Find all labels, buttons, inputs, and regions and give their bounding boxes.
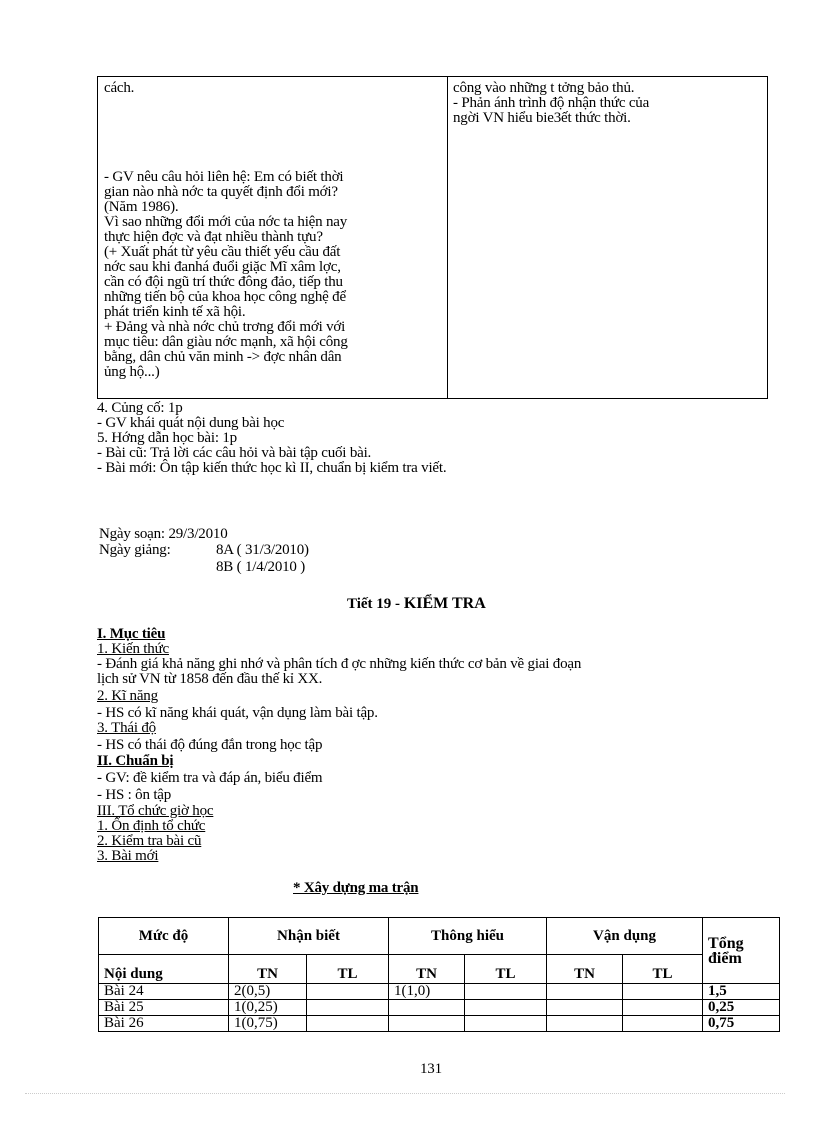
cell-text-line: (+ Xuất phát từ yêu cầu thiết yếu cầu đất	[104, 244, 341, 260]
tn-header: TN	[229, 955, 307, 984]
cell-text-line: bằng, dân chủ văn minh -> đợc nhân dân	[104, 349, 342, 365]
organization-heading: III. Tổ chức giờ học	[97, 803, 214, 819]
consolidation-line: 5. Hớng dẫn học bài: 1p	[97, 430, 237, 446]
cell-text-line: cần có đội ngũ trí thức đông đảo, tiếp thu	[104, 274, 343, 290]
cell-vd-tl	[623, 984, 703, 1000]
teach-date-8b: 8B ( 1/4/2010 )	[216, 559, 306, 575]
preparation-hs: - HS : ôn tập	[97, 787, 172, 803]
cell-total: 0,75	[703, 1016, 780, 1032]
cell-vd-tn	[547, 1016, 623, 1032]
knowledge-cell	[453, 81, 761, 126]
cell-text-line: thực hiện đợc và đạt nhiều thành tựu?	[104, 229, 323, 245]
tl-header: TL	[307, 955, 389, 984]
organization-step: 1. Ổn định tổ chức	[97, 818, 206, 834]
tn-header: TN	[547, 955, 623, 984]
cell-text-line: (Năm 1986).	[104, 199, 179, 215]
row-name: Bài 25	[99, 1000, 229, 1016]
table-row	[99, 984, 780, 1000]
lesson-number: Tiết 19 -	[347, 596, 404, 612]
table-row	[99, 1000, 780, 1016]
matrix-subheader-row	[99, 955, 780, 984]
consolidation-line: - Bài mới: Ôn tập kiến thức học kì II, chuẩn bị kiểm tra viết.	[97, 460, 447, 476]
cell-text-line: phát triển kinh tế xã hội.	[104, 304, 246, 320]
preparation-heading: II. Chuẩn bị	[97, 753, 174, 769]
page-number: 131	[420, 1061, 442, 1077]
cell-text-line: mục tiêu: dân giàu nớc mạnh, xã hội công	[104, 334, 348, 350]
tl-header: TL	[465, 955, 547, 984]
prep-date: Ngày soạn: 29/3/2010	[99, 526, 228, 542]
cell-th-tl	[465, 1000, 547, 1016]
level-header: Mức độ	[99, 918, 229, 955]
apply-header: Vận dụng	[547, 918, 703, 955]
cell-th-tl	[465, 984, 547, 1000]
organization-step: 2. Kiểm tra bài cũ	[97, 833, 202, 849]
cell-total: 1,5	[703, 984, 780, 1000]
preparation-gv: - GV: đề kiểm tra và đáp án, biểu điểm	[97, 770, 323, 786]
cell-text-line: những tiến bộ của khoa học công nghệ để	[104, 289, 346, 305]
tn-header: TN	[389, 955, 465, 984]
continuation-table	[97, 76, 768, 399]
cell-text-line: - GV nêu câu hỏi liên hệ: Em có biết thời	[104, 169, 344, 185]
cell-text-line: ủng hộ...)	[104, 364, 160, 380]
matrix-title: * Xây dựng ma trận	[293, 880, 419, 896]
cell-vd-tn	[547, 1000, 623, 1016]
cell-nb-tn: 2(0,5)	[229, 984, 307, 1000]
cell-th-tn	[389, 1000, 465, 1016]
objectives-heading: I. Mục tiêu	[97, 626, 166, 642]
cell-text-line: + Đảng và nhà nớc chủ trơng đổi mới với	[104, 319, 346, 335]
cell-vd-tl	[623, 1000, 703, 1016]
assessment-matrix-table	[98, 917, 780, 1032]
cell-nb-tl	[307, 1000, 389, 1016]
lesson-title	[347, 595, 486, 613]
row-name: Bài 26	[99, 1016, 229, 1032]
skills-heading: 2. Kĩ năng	[97, 688, 158, 704]
recognize-header: Nhận biết	[229, 918, 389, 955]
cell-vd-tl	[623, 1016, 703, 1032]
understand-header: Thông hiểu	[389, 918, 547, 955]
organization-step: 3. Bài mới	[97, 848, 159, 864]
cell-text-line: ngời VN hiểu bie3ết thức thời.	[453, 110, 631, 126]
cell-th-tl	[465, 1016, 547, 1032]
cell-th-tn	[389, 1016, 465, 1032]
cell-text-line: gian nào nhà nớc ta quyết định đổi mới?	[104, 184, 338, 200]
cell-text-line: nớc sau khi đanhá đuổi giặc Mĩ xâm lợc,	[104, 259, 341, 275]
cell-text-line: Vì sao những đổi mới của nớc ta hiện nay	[104, 214, 348, 230]
row-name: Bài 24	[99, 984, 229, 1000]
total-header: Tổng điểm	[703, 918, 780, 984]
cell-nb-tn: 1(0,25)	[229, 1000, 307, 1016]
knowledge-line: lịch sử VN từ 1858 đến đầu thế kỉ XX.	[97, 671, 323, 687]
objectives-section	[97, 627, 581, 864]
cell-nb-tl	[307, 1016, 389, 1032]
cell-nb-tn: 1(0,75)	[229, 1016, 307, 1032]
matrix-header-row	[99, 918, 780, 955]
consolidation-line: - Bài cũ: Trả lời các câu hỏi và bài tập cuối bài.	[97, 445, 372, 461]
cell-text-line: cách.	[104, 80, 135, 96]
content-header: Nội dung	[99, 955, 229, 984]
column-divider	[447, 77, 448, 398]
page-footer-rule	[25, 1093, 785, 1094]
teacher-activity-cell	[104, 81, 444, 380]
lesson-name: KIỂM TRA	[403, 595, 486, 612]
knowledge-line: - Đánh giá khả năng ghi nhớ và phân tích đ ợc những kiến thức cơ bản về giai đoạn	[97, 656, 582, 672]
table-row	[99, 1016, 780, 1032]
skills-line: - HS có kĩ năng khái quát, vận dụng làm bài tập.	[97, 705, 378, 721]
tl-header: TL	[623, 955, 703, 984]
knowledge-heading: 1. Kiến thức	[97, 641, 169, 657]
cell-th-tn: 1(1,0)	[389, 984, 465, 1000]
consolidation-section	[97, 401, 446, 476]
cell-total: 0,25	[703, 1000, 780, 1016]
cell-text-line: - Phản ánh trình độ nhận thức của	[453, 95, 650, 111]
consolidation-line: 4. Củng cố: 1p	[97, 400, 183, 416]
attitude-heading: 3. Thái độ	[97, 720, 156, 736]
cell-vd-tn	[547, 984, 623, 1000]
attitude-line: - HS có thái độ đúng đắn trong học tập	[97, 737, 323, 753]
consolidation-line: - GV khái quát nội dung bài học	[97, 415, 285, 431]
teach-date-8a: 8A ( 31/3/2010)	[216, 542, 309, 558]
teach-date-label: Ngày giảng:	[99, 542, 171, 558]
cell-nb-tl	[307, 984, 389, 1000]
cell-text-line: công vào những t tởng bảo thủ.	[453, 80, 635, 96]
